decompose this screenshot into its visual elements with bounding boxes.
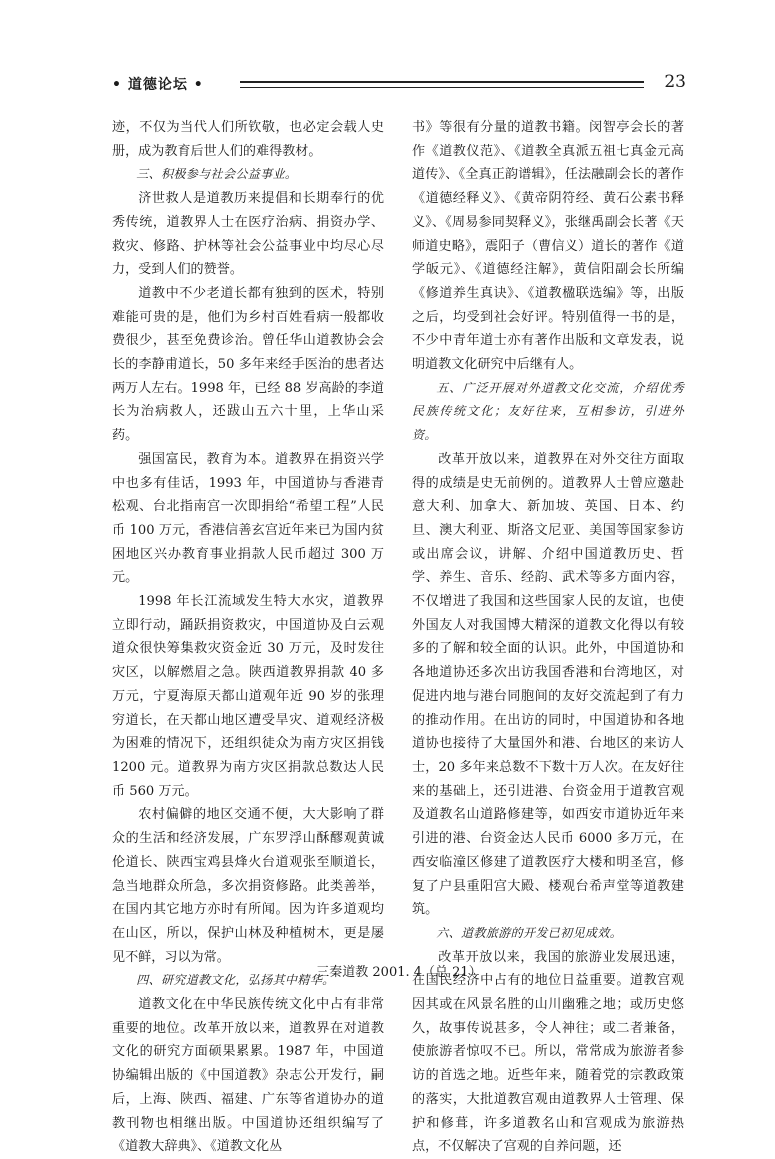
header-rule [240, 81, 644, 88]
paragraph: 书》等很有分量的道教书籍。闵智亭会长的著作《道教仪范》、《道教全真派五祖七真金元高道传》、《全真正韵谱辑》，任法融副会长的著作《道德经释义》、《黄帝阴符经、黄石公素书释义》、《周易参同契释义》，张继禹副会长著《天师道史略》，震阳子（曹信义）道长的著作《道学皈元》、《道德经注解》，黄信阳副会长所编《修道养生真诀》、《道教楹联选编》等，出版之后，均受到社会好评。特别值得一书的是，不少中青年道士亦有著作出版和文章发表，说明道教文化研究中后继有人。 [412, 120, 684, 373]
paragraph: 道教中不少老道长都有独到的医术，特别难能可贵的是，他们为乡村百姓看病一般都收费很少，甚至免费诊治。曾任华山道教协会会长的李静甫道长，50 多年来经手医治的患者达两万人左右。1998 年，已经 88 岁高龄的李道长为治病救人，还跋山五六十里，上华山采药。 [112, 285, 384, 444]
paragraph: 迹，不仅为当代人们所钦敬，也必定会载人史册，成为教育后世人们的难得教材。 [112, 120, 384, 159]
right-text-column [412, 116, 684, 1159]
left-text-column [112, 116, 384, 1159]
paragraph: 农村偏僻的地区交通不便，大大影响了群众的生活和经济发展，广东罗浮山酥醪观黄诚伦道长、陕西宝鸡县烽火台道观张至顺道长，急当地群众所急，多次捐资修路。此类善举，在国内其它地方亦时有所闻。因为许多道观均在山区，所以，保护山林及种植树木，更是屡见不鲜，习以为常。 [112, 807, 384, 965]
running-header [112, 72, 686, 98]
section-heading: 六、道教旅游的开发已初见成效。 [436, 925, 623, 940]
section-heading: 四、研究道教文化，弘扬其中精华。 [136, 973, 335, 988]
paragraph: 1998 年长江流域发生特大水灾，道教界立即行动，踊跃捐资救灾，中国道协及白云观道众很快筹集救灾资金近 30 万元，及时发往灾区，以解燃眉之急。陕西道教界捐款 40 多万元，宁夏海原天都山道观年近 90 岁的张理穷道长，在天都山地区遭受旱灾、道观经济极为困难的情况下，还组织徒众为南方灾区捐钱 1200 元。道教界为南方灾区捐款总数达人民币 560 万元。 [112, 594, 384, 799]
paragraph: 改革开放以来，我国的旅游业发展迅速，在国民经济中占有的地位日益重要。道教宫观因其或在风景名胜的山川幽雅之地；或历史悠久，故事传说甚多，令人神往；或二者兼备，使旅游者惊叹不已。所以，常常成为旅游者参访的首选之地。近些年来，随着党的宗教政策的落实，大批道教宫观由道教界人士管理、保护和修葺，许多道教名山和宫观成为旅游热点，不仅解决了宫观的自养问题，还 [412, 949, 684, 1155]
paragraph: 强国富民，教育为本。道教界在捐资兴学中也多有佳话，1993 年，中国道协与香港青松观、台北指南宫一次即捐给“希望工程”人民币 100 万元，香港信善玄宫近年来已为国内贫困地区兴办教育事业捐款人民币超过 300 万元。 [112, 451, 384, 586]
paragraph: 改革开放以来，道教界在对外交往方面取得的成绩是史无前例的。道教界人士曾应邀赴意大利、加拿大、新加坡、英国、日本、约旦、澳大利亚、斯洛文尼亚、美国等国家参访或出席会议，讲解、介绍中国道教历史、哲学、养生、音乐、经韵、武术等多方面内容，不仅增进了我国和这些国家人民的友谊，也使外国友人对我国博大精深的道教文化得以有较多的了解和较全面的认识。此外，中国道协和各地道协还多次出访我国香港和台湾地区，对促进内地与港台同胞间的友好交流起到了有力的推动作用。在出访的同时，中国道协和各地道协也接待了大量国外和港、台地区的来访人士，20 多年来总数不下数十万人次。在友好往来的基础上，还引进港、台资金用于道教宫观及道教名山道路修建等，如西安市道协近年来引进的港、台资金达人民币 6000 多万元，在西安临潼区修建了道教医疗大楼和明圣宫，修复了户县重阳宫大殿、楼观台希声堂等道教建筑。 [412, 451, 684, 918]
column-title: • 道德论坛 • [112, 77, 204, 93]
page-footer: 三秦道教 2001. 4（总 21） [316, 965, 482, 980]
paragraph: 道教文化在中华民族传统文化中占有非常重要的地位。改革开放以来，道教界在对道教文化的研究方面硕果累累。1987 年，中国道协编辑出版的《中国道教》杂志公开发行，嗣后，上海、陕西、福建、广东等省道协办的道教刊物也相继出版。中国道协还组织编写了《道教大辞典》、《道教文化丛 [112, 997, 384, 1155]
paragraph: 济世救人是道教历来提倡和长期奉行的优秀传统，道教界人士在医疗治病、捐资办学、救灾、修路、护林等社会公益事业中均尽心尽力，受到人们的赞誉。 [112, 191, 384, 278]
page-number: 23 [664, 72, 686, 92]
section-heading: 三、积极参与社会公益事业。 [136, 167, 298, 182]
section-heading: 五、广泛开展对外道教文化交流，介绍优秀民族传统文化；友好往来，互相参访，引进外资。 [412, 380, 684, 443]
